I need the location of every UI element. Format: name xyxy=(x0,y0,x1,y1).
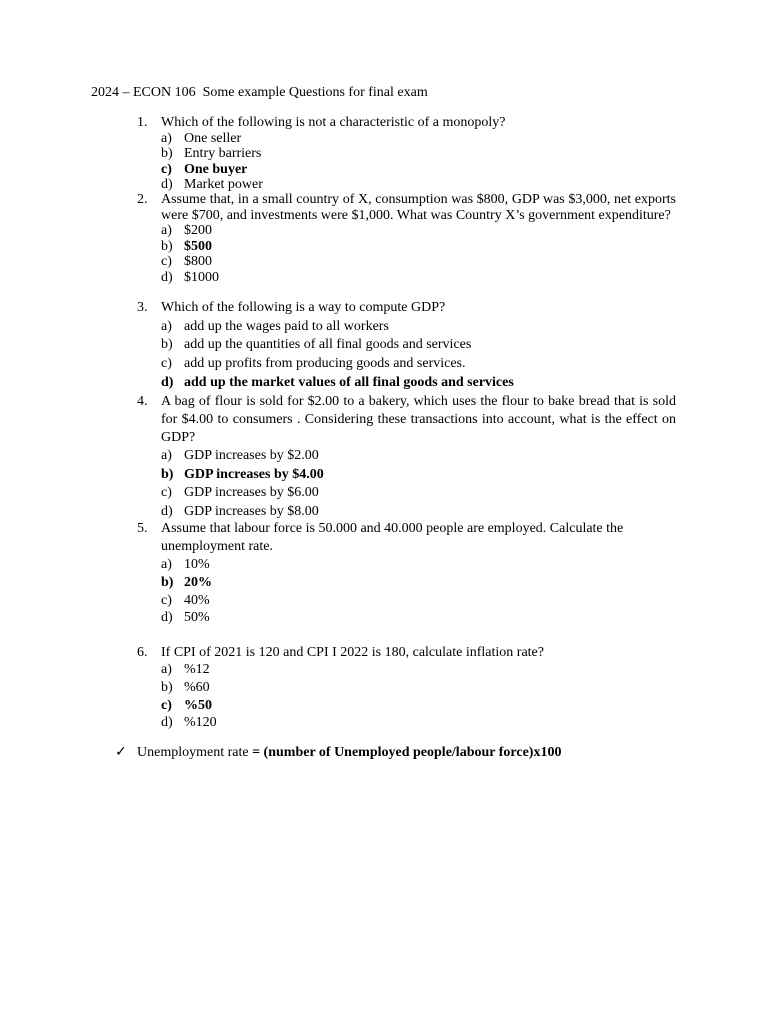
option-c-answer: c) One buyer xyxy=(161,161,248,177)
option-a: a) 10% xyxy=(161,557,210,572)
question-number: 5. xyxy=(137,521,148,536)
formula-text: = (number of Unemployed people/labour force)x100 xyxy=(252,745,562,760)
question-text: A bag of flour is sold for $2.00 to a bakery, which uses the flour to bake bread that is sold for $4.00 to consumers . Considering these transactions into account, what is the effect on GDP? xyxy=(161,394,676,445)
question-text: Assume that labour force is 50.000 and 40.000 people are employed. Calculate the unemployment rate. xyxy=(161,521,624,554)
option-a: a) One seller xyxy=(161,130,242,146)
question-number: 6. xyxy=(137,645,148,660)
option-a: a) add up the wages paid to all workers xyxy=(161,318,389,334)
option-b-answer: b) GDP increases by $4.00 xyxy=(161,466,324,482)
option-list xyxy=(137,447,676,522)
option-b: b) Entry barriers xyxy=(161,146,262,161)
question-text: If CPI of 2021 is 120 and CPI I 2022 is 180, calculate inflation rate? xyxy=(161,645,544,660)
question-number: 3. xyxy=(137,300,148,315)
question-5 xyxy=(137,520,676,627)
option-d: d) 50% xyxy=(161,610,210,626)
question-4 xyxy=(137,393,676,522)
question-3 xyxy=(137,300,676,392)
checkmark-icon: ✓ xyxy=(115,745,127,760)
option-b: b) %60 xyxy=(161,679,210,695)
option-list xyxy=(137,556,676,627)
option-b: b) add up the quantities of all final goods and services xyxy=(161,337,472,353)
page-title: 2024 – ECON 106 Some example Questions for final exam xyxy=(91,85,428,100)
option-d-answer: d) add up the market values of all final goods and services xyxy=(161,374,514,390)
option-b-answer: b) $500 xyxy=(161,238,212,254)
option-d: d) Market power xyxy=(161,177,263,192)
question-text: Assume that, in a small country of X, consumption was $800, GDP was $3,000, net exports were $700, and investments were $1,000. What was Country X’s government expenditure? xyxy=(161,192,676,223)
option-b-answer: b) 20% xyxy=(161,574,212,590)
option-c: c) 40% xyxy=(161,592,210,608)
option-d: d) %120 xyxy=(161,715,217,731)
question-number: 1. xyxy=(137,115,148,130)
option-c: c) GDP increases by $6.00 xyxy=(161,485,319,501)
option-list xyxy=(137,318,676,393)
option-list xyxy=(137,223,676,285)
option-a: a) %12 xyxy=(161,662,210,677)
option-list xyxy=(137,131,676,193)
question-number: 2. xyxy=(137,192,148,207)
question-1 xyxy=(137,115,676,193)
formula-note xyxy=(115,745,561,761)
option-a: a) GDP increases by $2.00 xyxy=(161,448,319,463)
option-c: c) add up profits from producing goods and services. xyxy=(161,355,466,371)
option-list xyxy=(137,661,676,732)
option-a: a) $200 xyxy=(161,223,212,238)
option-c: c) $800 xyxy=(161,254,212,269)
question-number: 4. xyxy=(137,394,148,409)
option-d: d) GDP increases by $8.00 xyxy=(161,504,319,520)
question-text: Which of the following is a way to compute GDP? xyxy=(161,300,446,315)
formula-label: Unemployment rate xyxy=(137,745,253,760)
option-c-answer: c) %50 xyxy=(161,697,212,713)
option-d: d) $1000 xyxy=(161,269,219,285)
question-text: Which of the following is not a characteristic of a monopoly? xyxy=(161,115,506,130)
question-6 xyxy=(137,644,676,732)
question-2 xyxy=(137,192,676,285)
